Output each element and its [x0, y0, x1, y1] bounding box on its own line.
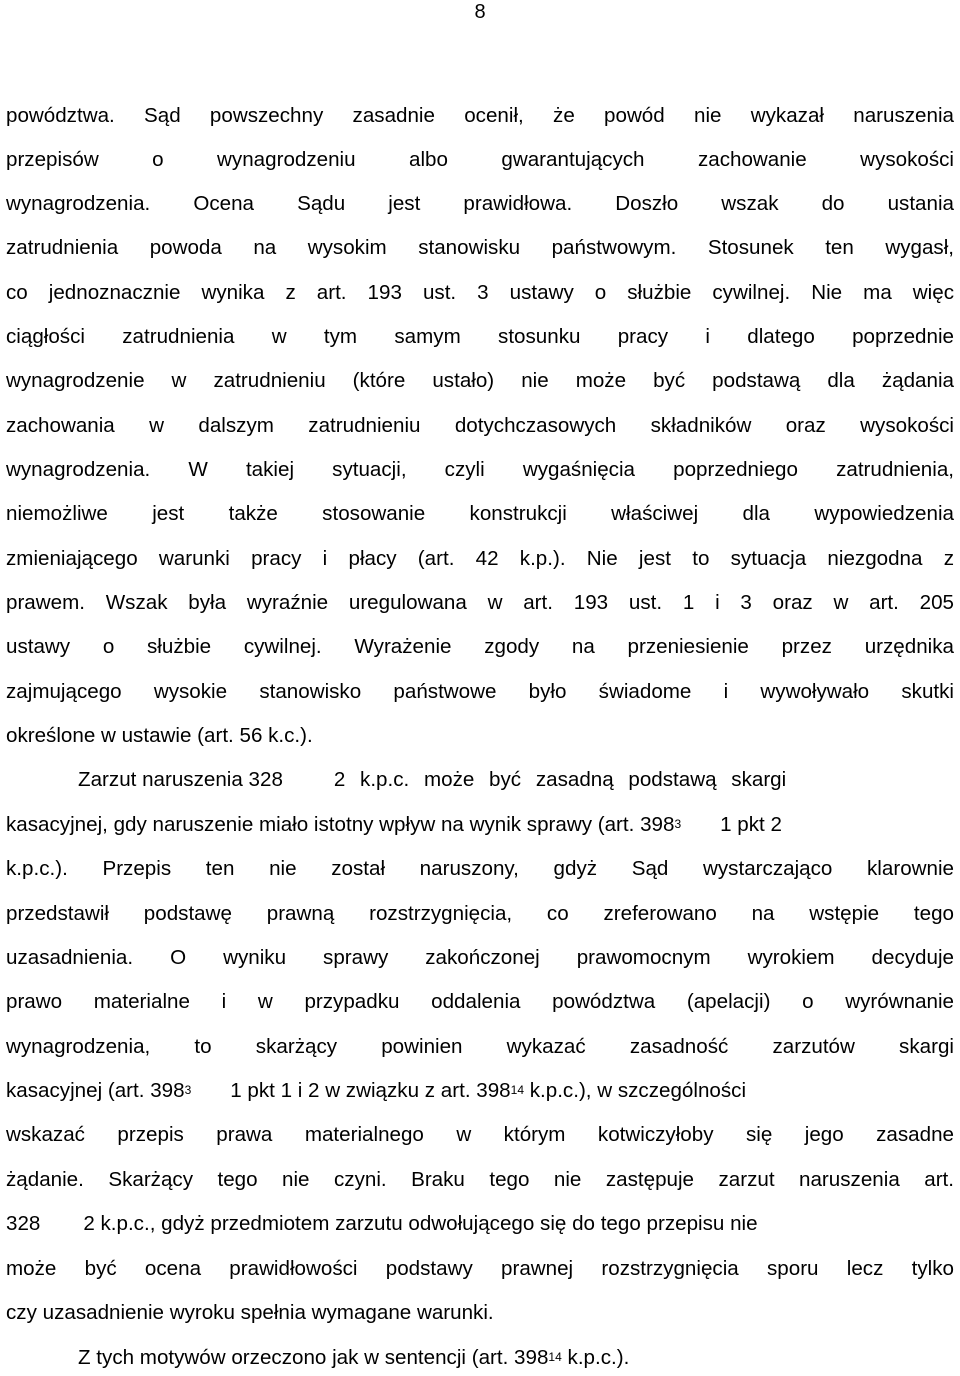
superscript: 3	[674, 817, 682, 831]
text-line: zachowania w dalszym zatrudnieniu dotychczasowych składników oraz wysokości	[6, 414, 954, 437]
text-line	[78, 766, 954, 794]
text-line: wynagrodzenia, to skarżący powinien wykazać zasadność zarzutów skargi	[6, 1035, 954, 1058]
superscript: 14	[510, 1083, 524, 1097]
text-line: zajmującego wysokie stanowisko państwowe było świadome i wywoływało skutki	[6, 680, 954, 703]
text-segment: 1 pkt 1 i 2 w związku z art. 398	[230, 1079, 511, 1102]
text-segment: 328	[6, 1212, 41, 1235]
text-line: powództwa. Sąd powszechny zasadnie ocenił, że powód nie wykazał naruszenia	[6, 104, 954, 127]
text-segment: 1 pkt 2	[720, 813, 782, 836]
text-line: uzasadnienia. O wyniku sprawy zakończonej prawomocnym wyrokiem decyduje	[6, 946, 954, 969]
text-line: prawo materialne i w przypadku oddalenia powództwa (apelacji) o wyrównanie	[6, 990, 954, 1013]
text-line: może być ocena prawidłowości podstawy prawnej rozstrzygnięcia sporu lecz tylko	[6, 1257, 954, 1280]
text-line	[78, 1344, 954, 1372]
text-line: żądanie. Skarżący tego nie czyni. Braku tego nie zastępuje zarzut naruszenia art.	[6, 1168, 954, 1191]
text-line: przedstawił podstawę prawną rozstrzygnięcia, co zreferowano na wstępie tego	[6, 902, 954, 925]
text-line: zmieniającego warunki pracy i płacy (art. 42 k.p.). Nie jest to sytuacja niezgodna z	[6, 547, 954, 570]
text-segment: 2 k.p.c., gdyż przedmiotem zarzutu odwołującego się do tego przepisu nie	[83, 1212, 758, 1235]
text-line: określone w ustawie (art. 56 k.c.).	[6, 724, 313, 747]
text-line: wynagrodzenia. W takiej sytuacji, czyli wygaśnięcia poprzedniego zatrudnienia,	[6, 458, 954, 481]
text-line: wskazać przepis prawa materialnego w którym kotwiczyłoby się jego zasadne	[6, 1123, 954, 1146]
text-line: zatrudnienia powoda na wysokim stanowisku państwowym. Stosunek ten wygasł,	[6, 236, 954, 259]
text-segment: Zarzut naruszenia 328	[78, 768, 283, 791]
superscript: 14	[548, 1350, 562, 1364]
text-line: prawem. Wszak była wyraźnie uregulowana w art. 193 ust. 1 i 3 oraz w art. 205	[6, 591, 954, 614]
text-segment: kasacyjnej, gdy naruszenie miało istotny wpływ na wynik sprawy (art. 398	[6, 813, 675, 836]
superscript: 3	[184, 1083, 192, 1097]
text-line	[6, 811, 954, 839]
text-line: wynagrodzenia. Ocena Sądu jest prawidłowa. Doszło wszak do ustania	[6, 192, 954, 215]
text-line	[6, 1077, 954, 1105]
text-line: czy uzasadnienie wyroku spełnia wymagane warunki.	[6, 1301, 494, 1324]
text-line	[6, 1210, 954, 1238]
text-line: ustawy o służbie cywilnej. Wyrażenie zgody na przeniesienie przez urzędnika	[6, 635, 954, 658]
text-segment: 2 k.p.c. może być zasadną podstawą skargi	[333, 768, 787, 791]
text-segment: Z tych motywów orzeczono jak w sentencji (art. 398	[78, 1346, 549, 1369]
text-line: przepisów o wynagrodzeniu albo gwarantujących zachowanie wysokości	[6, 148, 954, 171]
text-segment: k.p.c.), w szczególności	[529, 1079, 747, 1102]
page-number: 8	[474, 1, 486, 23]
text-segment: k.p.c.).	[567, 1346, 630, 1369]
text-line: k.p.c.). Przepis ten nie został naruszony, gdyż Sąd wystarczająco klarownie	[6, 857, 954, 880]
text-line: wynagrodzenie w zatrudnieniu (które ustało) nie może być podstawą dla żądania	[6, 369, 954, 392]
text-line: ciągłości zatrudnienia w tym samym stosunku pracy i dlatego poprzednie	[6, 325, 954, 348]
text-segment: kasacyjnej (art. 398	[6, 1079, 185, 1102]
text-line: co jednoznacznie wynika z art. 193 ust. 3 ustawy o służbie cywilnej. Nie ma więc	[6, 281, 954, 304]
text-line: niemożliwe jest także stosowanie konstrukcji właściwej dla wypowiedzenia	[6, 502, 954, 525]
